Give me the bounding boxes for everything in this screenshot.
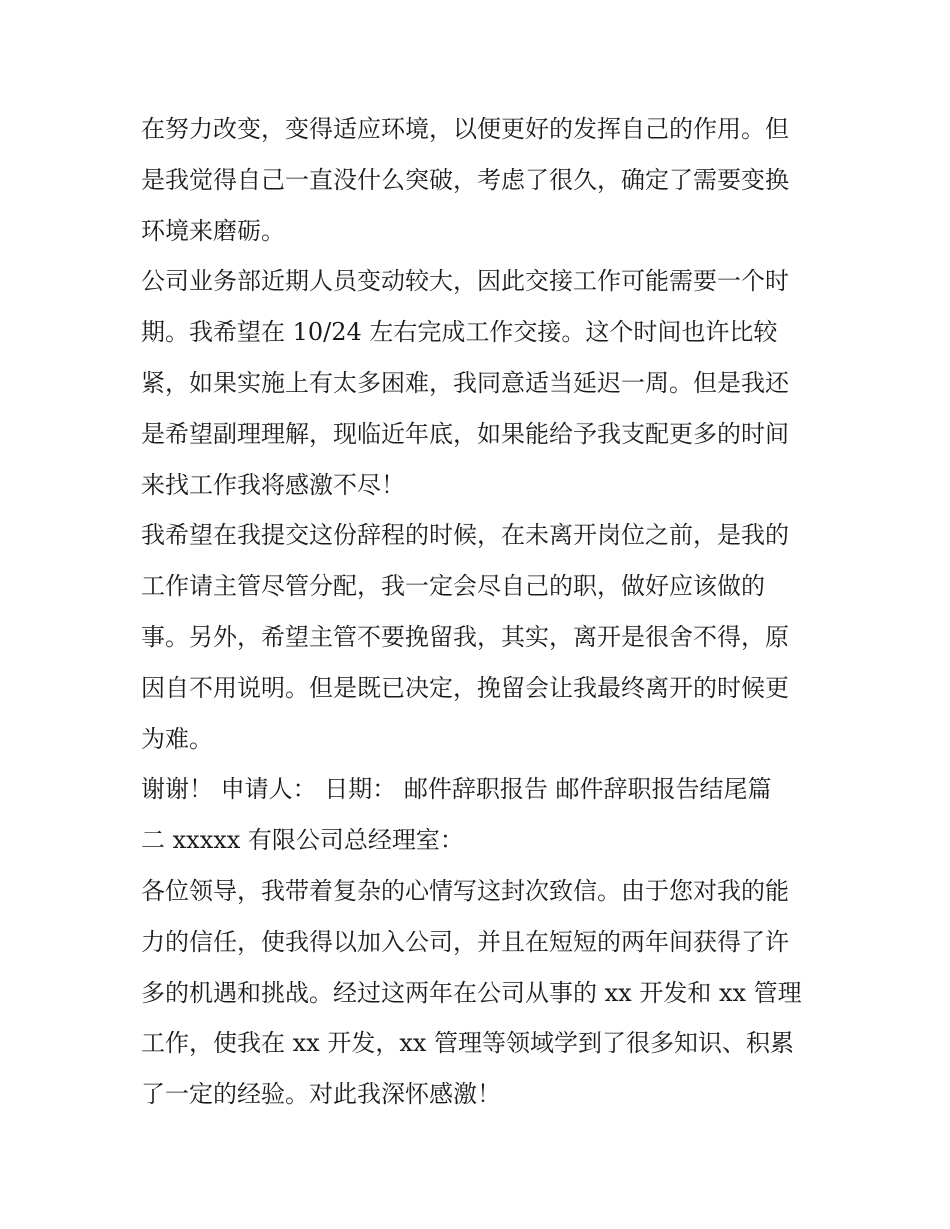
text-line: 各位领导，我带着复杂的心情写这封次致信。由于您对我的能 (141, 876, 789, 905)
text-line: 我希望在我提交这份辞程的时候，在未离开岗位之前，是我的 (141, 521, 789, 550)
text-line: 谢谢！ 申请人： 日期： 邮件辞职报告 邮件辞职报告结尾篇 (141, 775, 772, 804)
text-line: 工作，使我在 xx 开发，xx 管理等领域学到了很多知识、积累 (141, 1029, 795, 1058)
text-line: 紧，如果实施上有太多困难，我同意适当延迟一周。但是我还 (141, 368, 789, 397)
text-line: 来找工作我将感激不尽！ (141, 470, 405, 499)
text-line: 多的机遇和挑战。经过这两年在公司从事的 xx 开发和 xx 管理 (141, 978, 802, 1007)
text-line: 事。另外，希望主管不要挽留我，其实，离开是很舍不得，原 (141, 622, 789, 651)
text-line: 力的信任，使我得以加入公司，并且在短短的两年间获得了许 (141, 927, 789, 956)
text-line: 因自不用说明。但是既已决定，挽留会让我最终离开的时候更 (141, 673, 789, 702)
text-line: 期。我希望在 10/24 左右完成工作交接。这个时间也许比较 (141, 318, 778, 347)
text-line: 工作请主管尽管分配，我一定会尽自己的职，做好应该做的 (141, 572, 765, 601)
document-body (141, 104, 821, 1120)
text-line: 环境来磨砺。 (141, 216, 285, 245)
text-line: 了一定的经验。对此我深怀感激！ (141, 1080, 501, 1109)
text-line: 为难。 (141, 724, 213, 753)
text-line: 在努力改变，变得适应环境，以便更好的发挥自己的作用。但 (141, 115, 789, 143)
text-line: 二 xxxxx 有限公司总经理室： (141, 826, 464, 855)
text-line: 公司业务部近期人员变动较大，因此交接工作可能需要一个时 (141, 267, 789, 296)
text-line: 是我觉得自己一直没什么突破，考虑了很久，确定了需要变换 (141, 165, 789, 194)
text-line: 是希望副理理解，现临近年底，如果能给予我支配更多的时间 (141, 419, 789, 448)
